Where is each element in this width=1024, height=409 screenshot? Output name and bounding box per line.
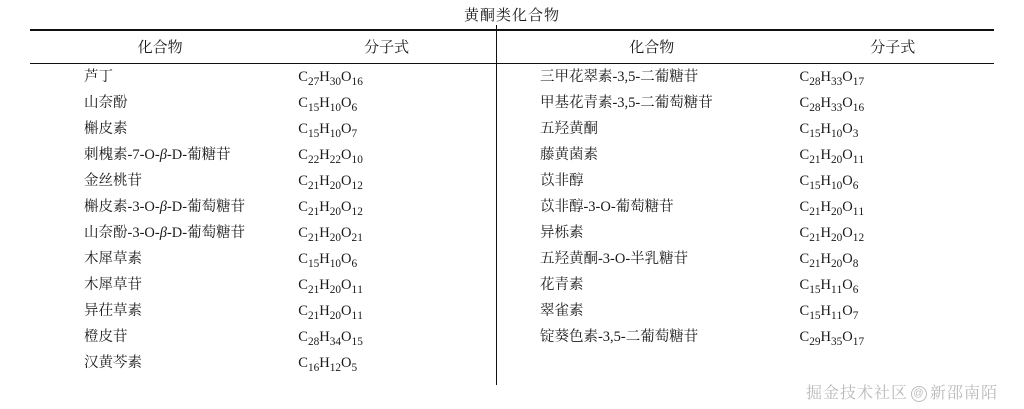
table-row	[30, 298, 994, 324]
compound-name-right: 三甲花翠素-3,5-二葡糖苷	[539, 69, 699, 85]
compound-formula-right: $C_{15}H_{10}O_6$	[799, 173, 859, 193]
compound-formula-left: $C_{22}H_{22}O_{10}$	[298, 147, 363, 166]
compound-formula-left: $C_{15}H_{10}O_7$	[298, 121, 358, 140]
compound-name-left: 芦丁	[84, 69, 113, 85]
compound-formula-left: $C_{15}H_{10}O_6$	[298, 251, 358, 271]
compound-name-right: 藤黄菌素	[539, 147, 598, 164]
row-spacer	[483, 324, 512, 350]
watermark-left-text: 掘金技术社区	[805, 385, 908, 402]
compound-formula-right: $C_{28}H_{33}O_{16}$	[799, 95, 865, 114]
row-spacer	[483, 116, 512, 142]
column-header-right-name: 化合物	[629, 40, 675, 56]
compound-formula-left: $C_{15}H_{10}O_6$	[298, 95, 358, 114]
compound-formula-right: $C_{29}H_{35}O_{17}$	[799, 329, 865, 349]
table-row	[30, 90, 994, 116]
row-spacer	[483, 168, 512, 194]
compound-formula-left: $C_{21}H_{20}O_{11}$	[298, 277, 363, 297]
compound-name-left: 山奈酚-3-O-β-D-葡萄糖苷	[84, 225, 246, 242]
column-header-left-name: 化合物	[137, 40, 183, 56]
compound-formula-right: $C_{21}H_{20}O_8$	[799, 251, 859, 271]
compound-name-right: 五羟黄酮-3-O-半乳糖苷	[539, 251, 689, 268]
column-header-right-formula: 分子式	[870, 40, 916, 56]
compound-formula-left: $C_{21}H_{20}O_{11}$	[298, 303, 363, 323]
compounds-table	[30, 29, 994, 376]
row-spacer	[483, 64, 512, 91]
table-row	[30, 324, 994, 350]
compound-formula-right: $C_{15}H_{10}O_3$	[799, 121, 859, 140]
row-spacer	[483, 90, 512, 116]
compound-name-left: 异茌草素	[84, 303, 142, 320]
compound-name-right: 苡非醇-3-O-葡萄糖苷	[539, 199, 674, 216]
row-spacer	[483, 298, 512, 324]
compound-formula-right: $C_{28}H_{33}O_{17}$	[799, 69, 865, 88]
compound-name-left: 山奈酚	[84, 95, 128, 112]
table-row	[30, 116, 994, 142]
table-row	[30, 350, 994, 376]
column-header-left-formula: 分子式	[364, 40, 410, 56]
compound-formula-right: $C_{15}H_{11}O_7$	[799, 303, 859, 323]
compound-name-right: 翠雀素	[539, 303, 584, 320]
table-title: 黄酮类化合物	[463, 8, 560, 24]
table-row	[30, 246, 994, 272]
compound-formula-right: $C_{21}H_{20}O_{11}$	[799, 147, 865, 166]
column-spacer	[483, 30, 512, 64]
compound-name-right: 苡非醇	[539, 173, 584, 190]
compound-name-left: 槲皮素	[84, 121, 128, 138]
compound-name-right: 五羟黄酮	[539, 121, 598, 138]
table-row	[30, 194, 994, 220]
table-row	[30, 220, 994, 246]
compound-name-left: 木犀草苷	[84, 277, 142, 294]
compound-formula-right: $C_{21}H_{20}O_{12}$	[799, 225, 865, 245]
compound-formula-right: $C_{15}H_{11}O_6$	[799, 277, 859, 297]
row-spacer	[483, 272, 512, 298]
watermark	[806, 380, 998, 403]
compound-name-left: 刺槐素-7-O-β-D-葡糖苷	[84, 147, 231, 164]
compound-name-left: 汉黄芩素	[84, 355, 142, 372]
row-spacer	[483, 194, 512, 220]
row-spacer	[483, 220, 512, 246]
compound-name-left: 金丝桃苷	[84, 173, 142, 190]
compound-formula-left: $C_{21}H_{20}O_{12}$	[298, 173, 363, 193]
compound-name-right: 锭葵色素-3,5-二葡萄糖苷	[539, 329, 699, 346]
compound-formula-left: $C_{16}H_{12}O_5$	[298, 355, 358, 375]
compound-formula-right	[792, 350, 994, 376]
compound-name-left: 木犀草素	[84, 251, 142, 268]
compound-formula-left: $C_{21}H_{20}O_{21}$	[298, 225, 363, 245]
watermark-right-text: 新邵南陌	[929, 385, 998, 402]
table-row	[30, 272, 994, 298]
compound-name-right: 甲基花青素-3,5-二葡萄糖苷	[539, 95, 713, 112]
center-divider-rule	[496, 25, 497, 385]
compound-name-left: 槲皮素-3-O-β-D-葡萄糖苷	[84, 199, 246, 216]
compound-name-right: 异栎素	[539, 225, 584, 242]
compound-formula-left: $C_{28}H_{34}O_{15}$	[298, 329, 363, 349]
compound-name-left: 橙皮苷	[84, 329, 128, 346]
compound-name-right	[512, 350, 792, 376]
table-row	[30, 168, 994, 194]
compound-formula-right: $C_{21}H_{20}O_{11}$	[799, 199, 865, 219]
compound-name-right: 花青素	[539, 277, 584, 294]
watermark-at-icon: @	[911, 386, 927, 402]
row-spacer	[483, 350, 512, 376]
table-row	[30, 142, 994, 168]
compound-formula-left: $C_{21}H_{20}O_{12}$	[298, 199, 363, 219]
compound-formula-left: $C_{27}H_{30}O_{16}$	[298, 69, 363, 88]
table-header	[30, 30, 994, 64]
row-spacer	[483, 142, 512, 168]
table-header-row	[30, 30, 994, 64]
row-spacer	[483, 246, 512, 272]
table-row	[30, 64, 994, 91]
table-body	[30, 64, 994, 377]
